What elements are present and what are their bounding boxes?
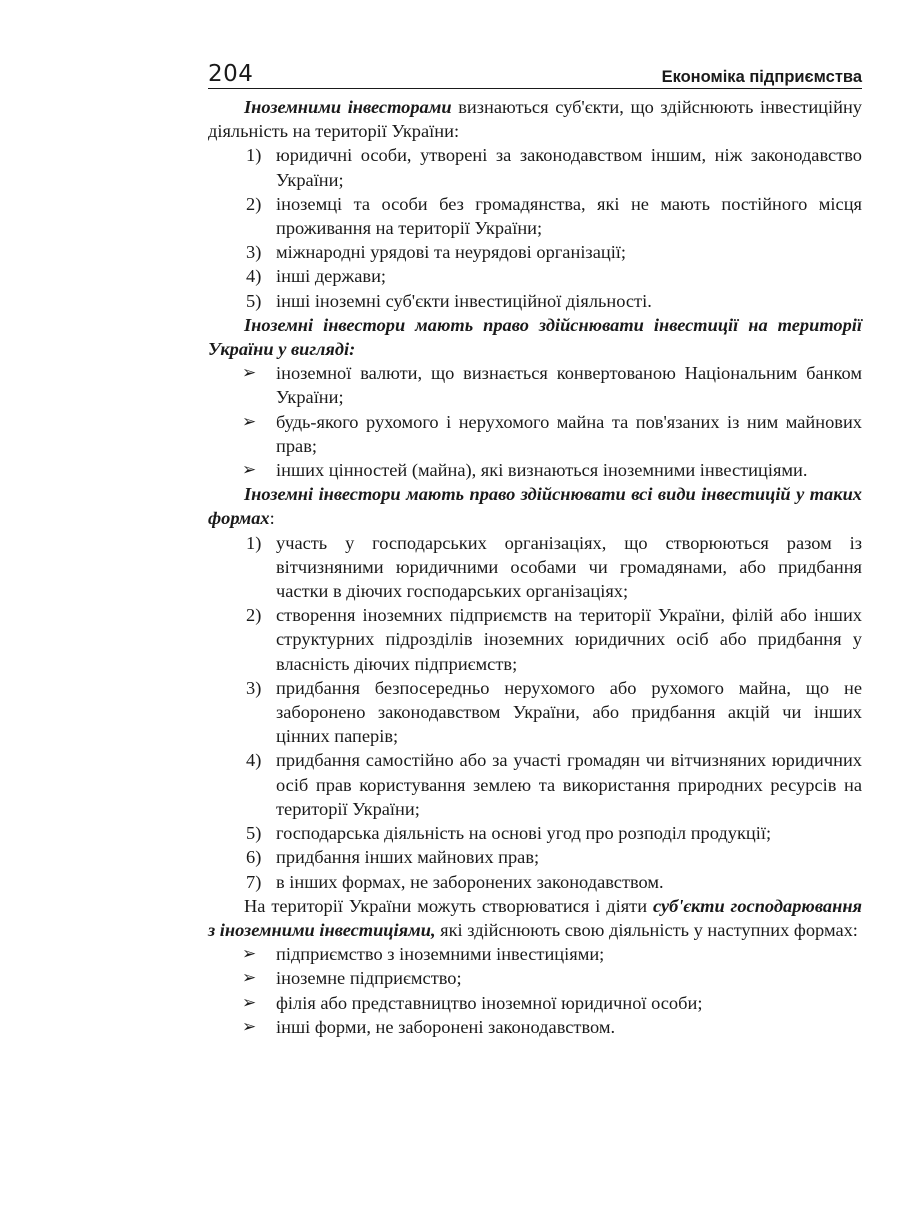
page-header xyxy=(208,60,862,89)
list-item xyxy=(208,870,862,894)
item-number: 2) xyxy=(246,605,262,626)
arrow-bullet-icon: ➢ xyxy=(242,992,257,1013)
item-text: іноземці та особи без громадянства, які не мають постійного місця проживання на території України; xyxy=(276,193,862,239)
list-foreign-investor-types xyxy=(208,143,862,312)
item-number: 5) xyxy=(246,823,262,844)
arrow-bullet-icon: ➢ xyxy=(242,944,257,965)
item-number: 1) xyxy=(246,145,262,166)
term-foreign-investors: Іноземними інвесторами xyxy=(244,97,452,117)
paragraph-text: визнаються суб'єкти, що здійснюють інвестиційну діяльність на території України: xyxy=(208,97,862,142)
arrow-bullet-icon: ➢ xyxy=(242,411,257,432)
arrow-bullet-icon: ➢ xyxy=(242,1016,257,1037)
item-text: інші іноземні суб'єкти інвестиційної діяльності. xyxy=(276,290,652,311)
paragraph-investment-kinds-heading: Іноземні інвестори мають право здійснювати інвестиції на території України у вигляді: xyxy=(208,314,862,360)
list-item xyxy=(208,192,862,240)
page-body xyxy=(208,95,862,1039)
list-item xyxy=(208,748,862,821)
item-text: філія або представництво іноземної юридичної особи; xyxy=(276,992,703,1013)
paragraph-text: На території України можуть створюватися і діяти xyxy=(244,895,653,916)
item-text: іноземне підприємство; xyxy=(276,968,462,989)
item-number: 1) xyxy=(246,532,262,553)
item-text: господарська діяльність на основі угод про розподіл продукції; xyxy=(276,823,772,844)
list-item xyxy=(208,991,862,1015)
list-item xyxy=(208,458,862,482)
arrow-bullet-icon: ➢ xyxy=(242,460,257,481)
paragraph-business-entities xyxy=(208,894,862,942)
list-item xyxy=(208,143,862,191)
paragraph-text: : xyxy=(269,508,275,529)
paragraph-foreign-investors-definition xyxy=(208,95,862,143)
item-number: 7) xyxy=(246,871,262,892)
list-item xyxy=(208,676,862,749)
item-text: будь-якого рухомого і нерухомого майна та пов'язаних із ним майнових прав; xyxy=(276,411,862,456)
list-investment-kinds xyxy=(208,361,862,482)
item-number: 2) xyxy=(246,193,262,214)
item-number: 3) xyxy=(246,677,262,698)
list-item xyxy=(208,966,862,990)
item-text: підприємство з іноземними інвестиціями; xyxy=(276,944,605,965)
item-text: придбання інших майнових прав; xyxy=(276,847,540,868)
item-text: придбання безпосередньо нерухомого або рухомого майна, що не заборонено законодавством України, або придбання акцій чи інших цінних паперів; xyxy=(276,677,862,747)
list-item xyxy=(208,821,862,845)
item-number: 4) xyxy=(246,266,262,287)
item-text: міжнародні урядові та неурядові організації; xyxy=(276,242,627,263)
paragraph-investment-forms-heading xyxy=(208,482,862,530)
item-text: створення іноземних підприємств на території України, філій або інших структурних підрозділів іноземних юридичних осіб або придбання у власність діючих підприємств; xyxy=(276,605,862,674)
item-text: придбання самостійно або за участі громадян чи вітчизняних юридичних осіб прав користування землею та використання природних ресурсів на території України; xyxy=(276,750,862,819)
item-number: 3) xyxy=(246,242,262,263)
emphasis-text: Іноземні інвестори мають право здійснювати всі види інвестицій у таких формах xyxy=(208,484,862,529)
list-item xyxy=(208,942,862,966)
item-text: в інших формах, не заборонених законодавством. xyxy=(276,871,664,892)
list-item xyxy=(208,845,862,869)
page-number: 204 xyxy=(208,61,254,87)
item-text: юридичні особи, утворені за законодавством іншим, ніж законодавство України; xyxy=(276,145,862,190)
item-text: іноземної валюти, що визнається конвертованою Національним банком України; xyxy=(276,363,862,408)
item-number: 6) xyxy=(246,847,262,868)
list-investment-forms xyxy=(208,531,862,894)
paragraph-text: які здійснюють свою діяльність у наступних формах: xyxy=(435,919,858,940)
item-text: інші форми, не заборонені законодавством. xyxy=(276,1016,616,1037)
list-item xyxy=(208,289,862,313)
item-number: 5) xyxy=(246,290,262,311)
list-business-entity-forms xyxy=(208,942,862,1039)
item-text: інших цінностей (майна), які визнаються іноземними інвестиціями. xyxy=(276,460,808,481)
arrow-bullet-icon: ➢ xyxy=(242,968,257,989)
item-number: 4) xyxy=(246,750,262,771)
list-item xyxy=(208,361,862,409)
item-text: інші держави; xyxy=(276,266,387,287)
list-item xyxy=(208,410,862,458)
list-item xyxy=(208,603,862,676)
arrow-bullet-icon: ➢ xyxy=(242,363,257,384)
list-item xyxy=(208,264,862,288)
emphasis-text: суб'єкти господарювання з іноземними інвестиціями, xyxy=(208,895,863,940)
item-text: участь у господарських організаціях, що створюються разом із вітчизняними юридичними особами чи громадянами, або придбання частки в діючих господарських організаціях; xyxy=(276,532,862,602)
list-item xyxy=(208,1015,862,1039)
running-title: Економіка підприємства xyxy=(661,68,862,86)
list-item xyxy=(208,240,862,264)
list-item xyxy=(208,531,862,604)
